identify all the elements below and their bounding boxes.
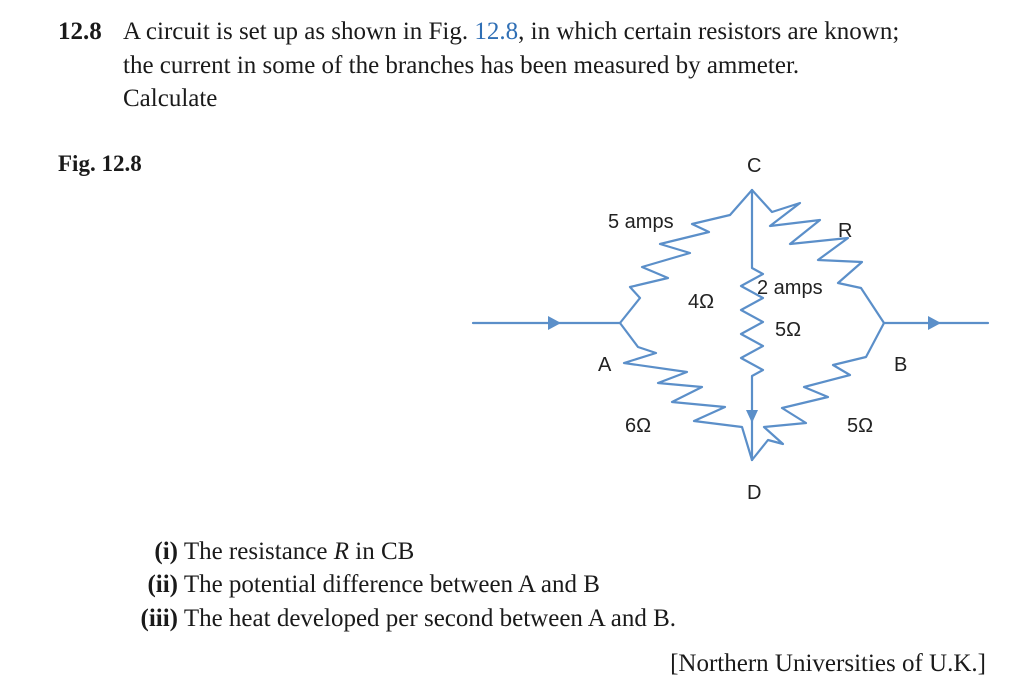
resistor-label-5ohm-db: 5Ω: [847, 415, 874, 437]
input-arrow: [548, 316, 561, 330]
part-i: [138, 538, 414, 566]
question-line-3: Calculate: [123, 85, 218, 112]
current-label-2amps: 2 amps: [757, 277, 823, 299]
part-iii: [123, 605, 676, 633]
question-line-2: the current in some of the branches has been measured by ammeter.: [123, 52, 800, 79]
part-iii-label: (iii): [140, 605, 178, 632]
node-c-label: C: [747, 155, 762, 177]
part-ii: [131, 571, 600, 599]
part-ii-label: (ii): [147, 571, 178, 598]
question-number: 12.8: [58, 18, 102, 45]
source-citation: [Northern Universities of U.K.]: [670, 650, 986, 677]
part-i-text-end: in CB: [349, 538, 415, 565]
node-a-label: A: [598, 354, 612, 376]
part-i-label: (i): [154, 538, 178, 565]
resistor-cb-r: [752, 190, 884, 323]
output-arrow: [928, 316, 941, 330]
current-label-5amps: 5 amps: [608, 211, 674, 233]
resistor-label-r: R: [838, 220, 853, 242]
part-ii-text: The potential difference between A and B: [183, 571, 600, 598]
resistor-ac-4ohm: [620, 190, 752, 323]
resistor-label-4ohm: 4Ω: [688, 291, 715, 313]
resistor-ad-6ohm: [620, 323, 752, 460]
resistor-label-6ohm: 6Ω: [625, 415, 652, 437]
part-i-text: The resistance: [183, 538, 334, 565]
resistor-db-5ohm: [752, 323, 884, 460]
figure-reference-link[interactable]: 12.8: [474, 18, 519, 45]
question-line-1-start: A circuit is set up as shown in Fig.: [123, 18, 475, 45]
question-line-1-end: , in which certain resistors are known;: [518, 18, 900, 45]
part-i-variable: R: [333, 538, 350, 565]
part-iii-text: The heat developed per second between A and B.: [183, 605, 676, 632]
resistor-label-5ohm-cd: 5Ω: [775, 319, 802, 341]
cd-current-arrow: [746, 410, 758, 423]
node-d-label: D: [747, 482, 762, 504]
figure-caption: Fig. 12.8: [58, 151, 142, 176]
node-b-label: B: [894, 354, 908, 376]
